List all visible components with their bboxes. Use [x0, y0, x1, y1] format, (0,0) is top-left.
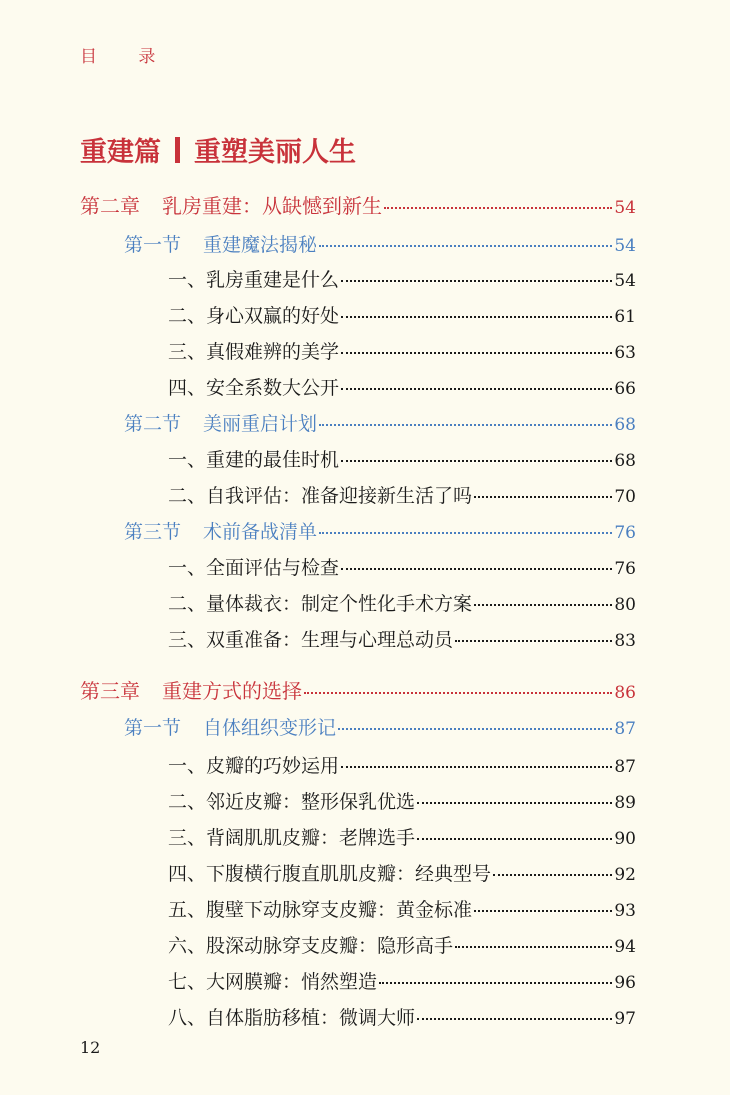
toc-entry-label: [168, 625, 453, 652]
toc-entry-label: [168, 931, 453, 958]
toc-item[interactable]: [168, 859, 636, 886]
toc-item[interactable]: [168, 589, 636, 616]
item-title: 一、全面评估与检查: [168, 557, 340, 579]
leader-dots: [474, 604, 612, 606]
item-title: 二、身心双赢的好处: [168, 305, 340, 327]
toc-entry-label: [168, 301, 339, 328]
section-number: 第一节: [124, 234, 182, 256]
toc-header: 目 录: [80, 47, 174, 67]
leader-dots: [455, 946, 612, 948]
item-title: 八、自体脂肪移植：微调大师: [168, 1007, 416, 1029]
toc-item[interactable]: [168, 787, 636, 814]
leader-dots: [341, 766, 612, 768]
part-label: 重建篇: [80, 137, 161, 168]
item-title: 一、皮瓣的巧妙运用: [168, 755, 340, 777]
toc-entry-label: [168, 1003, 415, 1030]
toc-entry-label: [80, 190, 382, 219]
section-title: 自体组织变形记: [203, 717, 337, 739]
page-ref: 87: [614, 757, 636, 777]
toc-item[interactable]: [168, 373, 636, 400]
section-title: 重建魔法揭秘: [203, 234, 318, 256]
toc-section[interactable]: [124, 713, 636, 740]
toc-chapter[interactable]: [80, 675, 636, 704]
page-ref: 93: [614, 901, 636, 921]
toc-entry-label: [168, 373, 339, 400]
toc-entry-label: [168, 751, 339, 778]
page-ref: 70: [614, 487, 636, 507]
item-title: 三、双重准备：生理与心理总动员: [168, 629, 454, 651]
page-ref: 68: [614, 451, 636, 471]
item-title: 四、下腹横行腹直肌肌皮瓣：经典型号: [168, 863, 492, 885]
toc-entry-label: [168, 823, 415, 850]
page-ref: 83: [614, 631, 636, 651]
page-ref: 96: [614, 973, 636, 993]
toc-item[interactable]: [168, 931, 636, 958]
toc-entry-label: [168, 589, 472, 616]
toc-entry-label: [124, 409, 317, 436]
toc-entry-label: [168, 859, 491, 886]
item-title: 一、重建的最佳时机: [168, 449, 340, 471]
item-title: 五、腹壁下动脉穿支皮瓣：黄金标准: [168, 899, 473, 921]
toc-entry-label: [168, 265, 339, 292]
leader-dots: [455, 640, 612, 642]
leader-dots: [417, 802, 612, 804]
page-ref: 54: [614, 198, 636, 218]
page-ref: 94: [614, 937, 636, 957]
page-ref: 89: [614, 793, 636, 813]
toc-item[interactable]: [168, 895, 636, 922]
toc-entry-label: [168, 445, 339, 472]
page-ref: 76: [614, 523, 636, 543]
chapter-number: 第三章: [80, 679, 140, 703]
leader-dots: [474, 496, 612, 498]
leader-dots: [338, 728, 612, 730]
toc-section[interactable]: [124, 230, 636, 257]
toc-item[interactable]: [168, 751, 636, 778]
page-ref: 87: [614, 719, 636, 739]
item-title: 三、真假难辨的美学: [168, 341, 340, 363]
leader-dots: [319, 532, 612, 534]
leader-dots: [341, 316, 612, 318]
page-ref: 66: [614, 379, 636, 399]
item-title: 二、邻近皮瓣：整形保乳优选: [168, 791, 416, 813]
chapter-title: 乳房重建：从缺憾到新生: [162, 194, 382, 218]
toc-entry-label: [168, 481, 472, 508]
leader-dots: [384, 207, 612, 209]
toc-entry-label: [124, 517, 317, 544]
item-title: 二、量体裁衣：制定个性化手术方案: [168, 593, 473, 615]
toc-item[interactable]: [168, 301, 636, 328]
page-number: 12: [80, 1038, 101, 1057]
page-ref: 63: [614, 343, 636, 363]
toc-entry-label: [168, 787, 415, 814]
toc-entry-label: [124, 230, 317, 257]
page-ref: 68: [614, 415, 636, 435]
toc-item[interactable]: [168, 445, 636, 472]
toc-item[interactable]: [168, 1003, 636, 1030]
page-ref: 54: [614, 271, 636, 291]
leader-dots: [341, 460, 612, 462]
leader-dots: [341, 388, 612, 390]
toc-entry-label: [124, 713, 336, 740]
toc-chapter[interactable]: [80, 190, 636, 219]
leader-dots: [417, 1018, 612, 1020]
section-title: 美丽重启计划: [203, 413, 318, 435]
part-title: 重塑美丽人生: [194, 137, 356, 168]
toc-item[interactable]: [168, 967, 636, 994]
section-title: 术前备战清单: [203, 521, 318, 543]
chapter-number: 第二章: [80, 194, 140, 218]
item-title: 六、股深动脉穿支皮瓣：隐形高手: [168, 935, 454, 957]
item-title: 二、自我评估：准备迎接新生活了吗: [168, 485, 473, 507]
toc-item[interactable]: [168, 625, 636, 652]
toc-entry-label: [80, 675, 302, 704]
page-ref: 76: [614, 559, 636, 579]
part-heading: [80, 130, 356, 169]
item-title: 一、乳房重建是什么: [168, 269, 340, 291]
page-ref: 92: [614, 865, 636, 885]
toc-entry-label: [168, 553, 339, 580]
part-divider: [175, 137, 180, 163]
leader-dots: [304, 692, 612, 694]
page-ref: 80: [614, 595, 636, 615]
toc-section[interactable]: [124, 409, 636, 436]
page-ref: 90: [614, 829, 636, 849]
section-number: 第三节: [124, 521, 182, 543]
leader-dots: [493, 874, 612, 876]
section-number: 第一节: [124, 717, 182, 739]
toc-entry-label: [168, 967, 377, 994]
toc-item[interactable]: [168, 823, 636, 850]
toc-entry-label: [168, 337, 339, 364]
leader-dots: [319, 424, 612, 426]
toc-section[interactable]: [124, 517, 636, 544]
leader-dots: [319, 245, 612, 247]
item-title: 七、大网膜瓣：悄然塑造: [168, 971, 378, 993]
toc-item[interactable]: [168, 265, 636, 292]
page-ref: 61: [614, 307, 636, 327]
toc-entry-label: [168, 895, 472, 922]
item-title: 四、安全系数大公开: [168, 377, 340, 399]
section-number: 第二节: [124, 413, 182, 435]
item-title: 三、背阔肌肌皮瓣：老牌选手: [168, 827, 416, 849]
toc-item[interactable]: [168, 337, 636, 364]
leader-dots: [417, 838, 612, 840]
toc-item[interactable]: [168, 553, 636, 580]
leader-dots: [341, 352, 612, 354]
page-ref: 54: [614, 236, 636, 256]
page-ref: 97: [614, 1009, 636, 1029]
leader-dots: [341, 568, 612, 570]
chapter-title: 重建方式的选择: [162, 679, 302, 703]
leader-dots: [341, 280, 612, 282]
toc-item[interactable]: [168, 481, 636, 508]
leader-dots: [379, 982, 612, 984]
leader-dots: [474, 910, 612, 912]
page-ref: 86: [614, 683, 636, 703]
